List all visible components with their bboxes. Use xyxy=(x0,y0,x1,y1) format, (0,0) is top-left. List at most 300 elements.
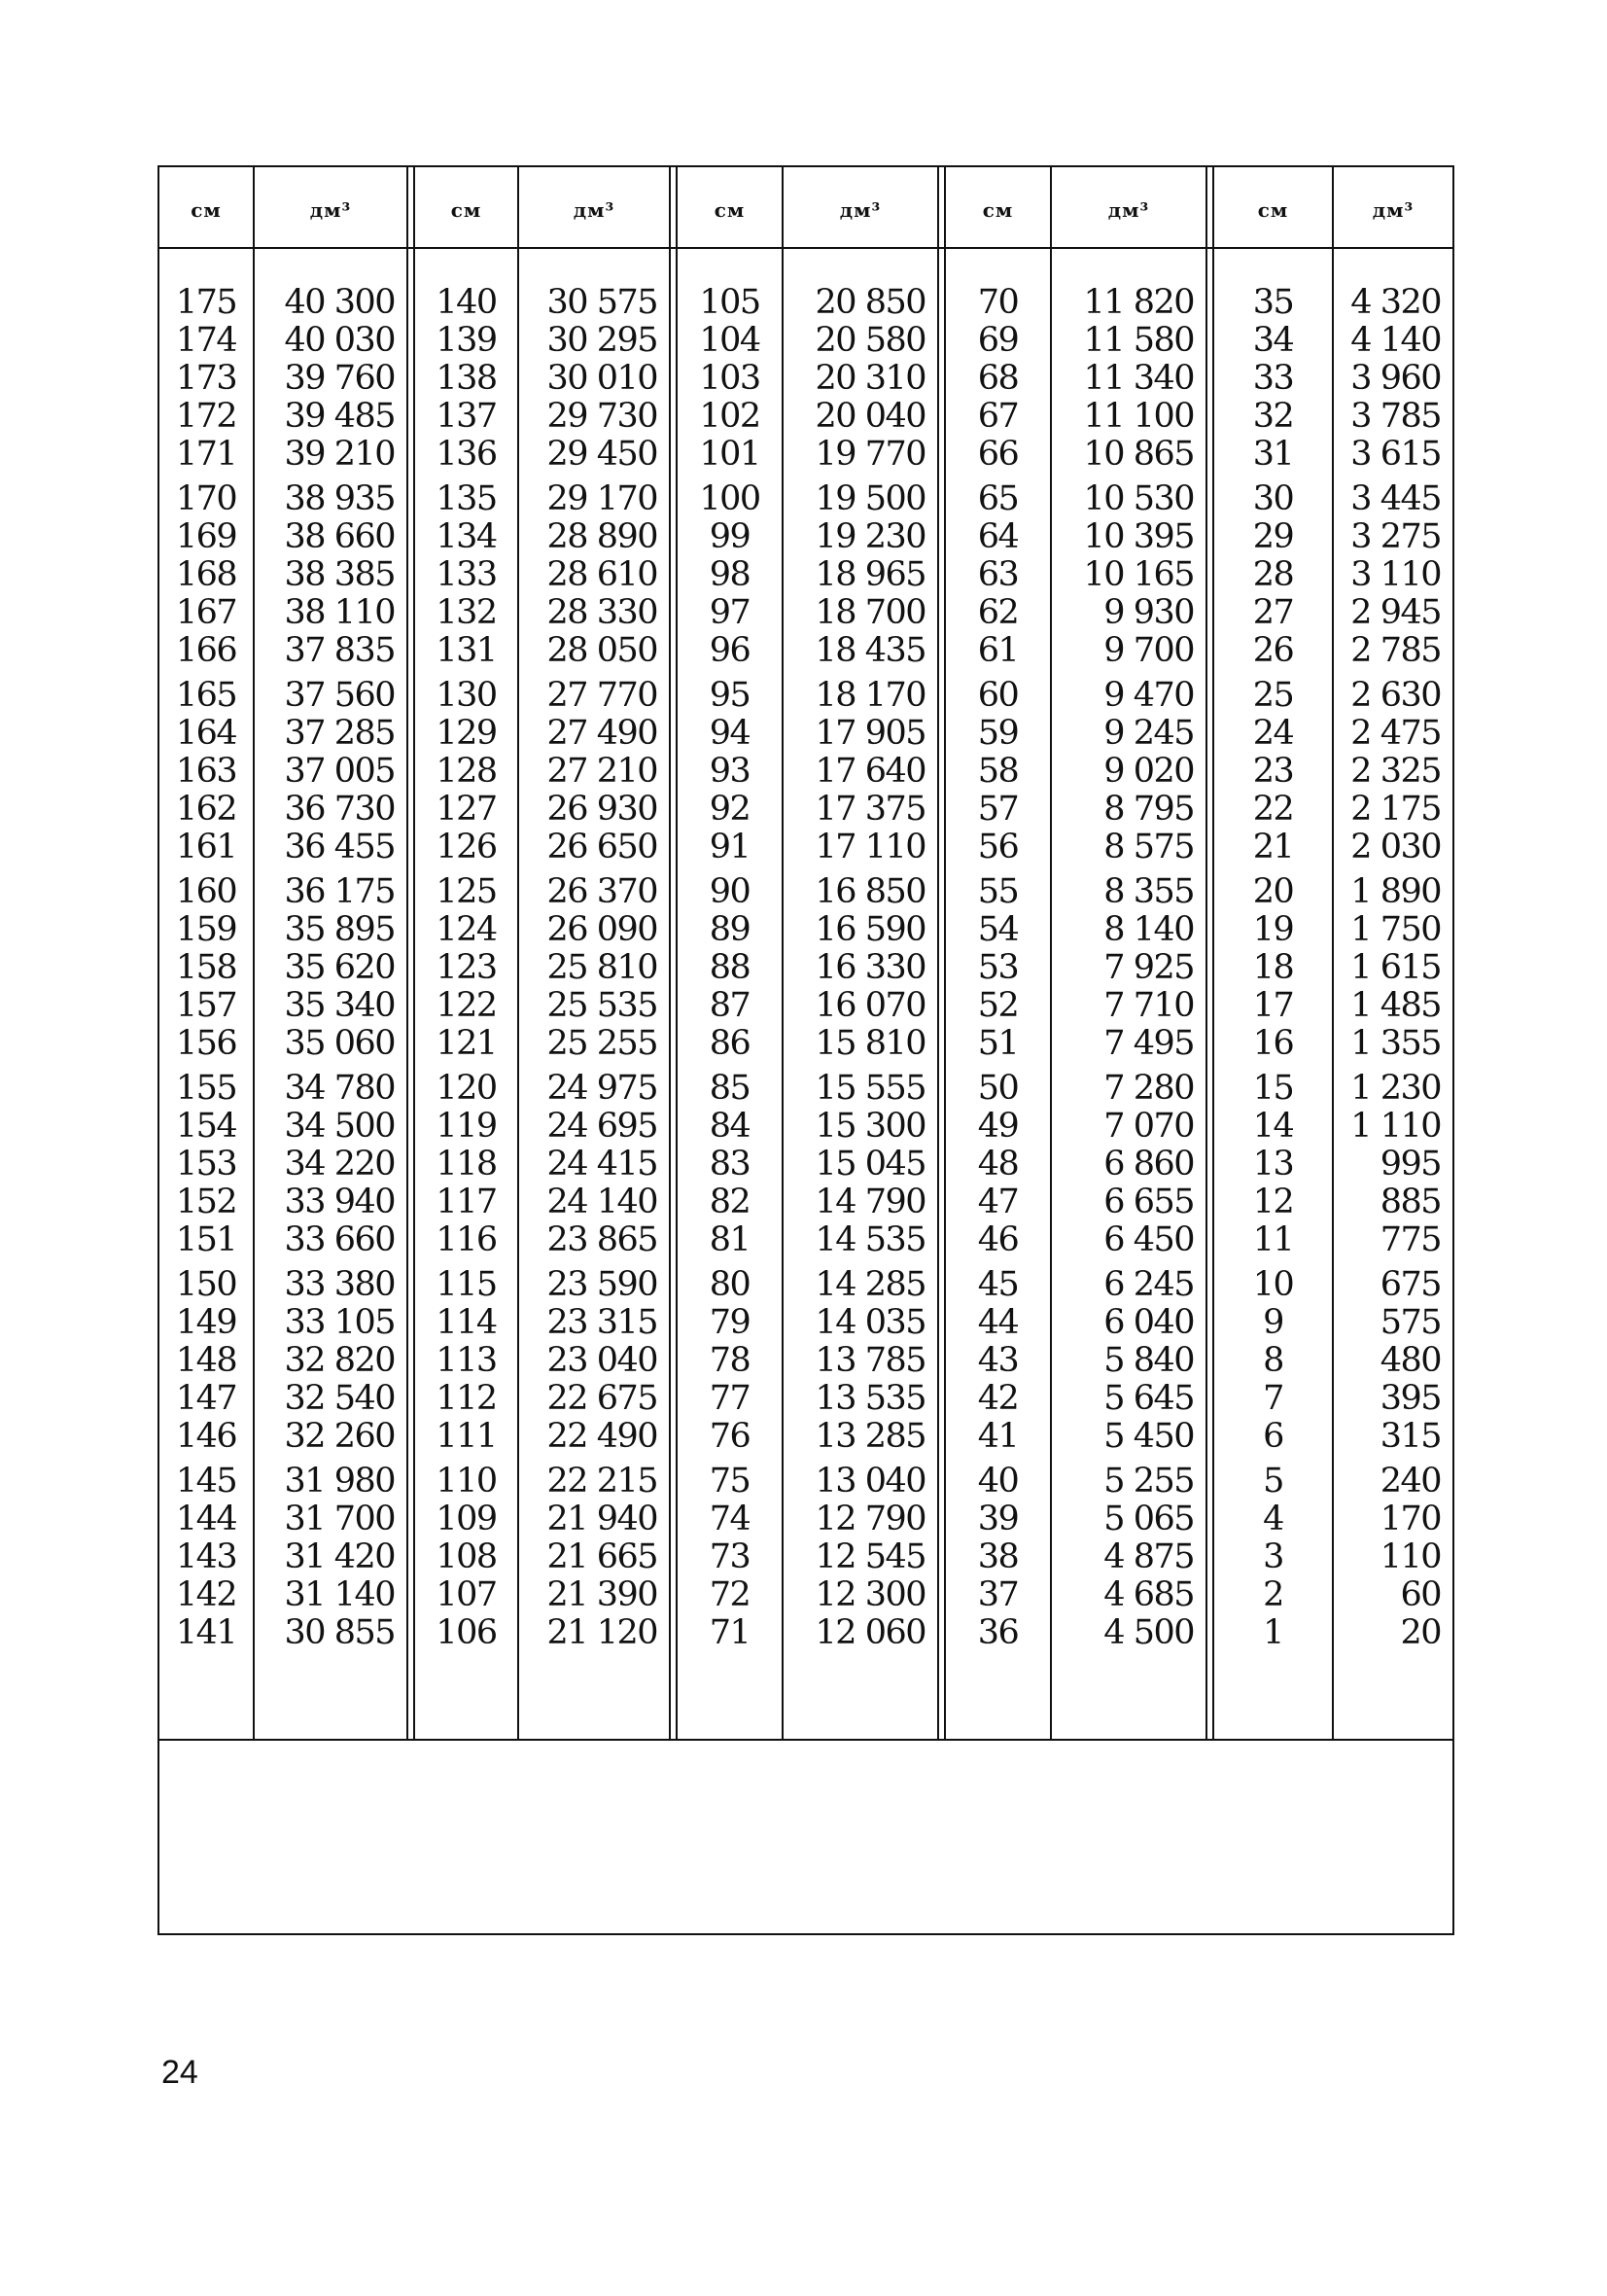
row-group xyxy=(415,1463,517,1652)
dm3-value: 24 140 xyxy=(546,1183,657,1221)
dm3-value: 17 110 xyxy=(815,828,926,866)
row-group xyxy=(946,1070,1050,1259)
cm-value: 142 xyxy=(175,1575,237,1614)
dm3-value: 7 070 xyxy=(1103,1107,1194,1146)
header-dm3: дм³ xyxy=(573,198,615,222)
dm3-value: 38 110 xyxy=(284,593,395,632)
dm3-value: 675 xyxy=(1380,1265,1441,1304)
cm-value: 99 xyxy=(709,517,751,556)
row-group xyxy=(1052,1463,1194,1652)
dm3-value: 22 490 xyxy=(546,1417,657,1456)
cm-value: 63 xyxy=(977,555,1019,594)
cm-value: 7 xyxy=(1263,1379,1283,1418)
block-divider xyxy=(406,167,415,1739)
cm-value: 16 xyxy=(1252,1024,1294,1063)
cm-value: 100 xyxy=(699,479,760,518)
cm-value: 67 xyxy=(977,397,1019,436)
cm-value: 119 xyxy=(436,1107,497,1146)
dm3-value: 12 060 xyxy=(815,1613,926,1652)
cm-value: 28 xyxy=(1252,555,1294,594)
row-group xyxy=(784,480,926,670)
cm-value: 153 xyxy=(175,1145,237,1183)
dm3-value: 23 315 xyxy=(546,1303,657,1342)
row-group xyxy=(678,284,782,474)
dm3-value: 2 475 xyxy=(1350,714,1441,753)
cm-value: 14 xyxy=(1252,1107,1294,1146)
header-divider xyxy=(159,247,1452,249)
dm3-value: 1 485 xyxy=(1350,986,1441,1025)
cm-value: 124 xyxy=(436,910,497,949)
dm3-value: 34 500 xyxy=(284,1107,395,1146)
dm3-value: 22 675 xyxy=(546,1379,657,1418)
cm-value: 161 xyxy=(175,828,237,866)
dm3-value: 23 040 xyxy=(546,1341,657,1380)
dm3-value: 31 420 xyxy=(284,1537,395,1576)
cm-value: 150 xyxy=(175,1265,237,1304)
cm-value: 89 xyxy=(709,910,751,949)
cm-value: 75 xyxy=(709,1462,751,1501)
cm-value: 19 xyxy=(1252,910,1294,949)
dm3-value: 5 065 xyxy=(1103,1500,1194,1538)
block-divider xyxy=(669,167,678,1739)
dm3-value: 2 030 xyxy=(1350,828,1441,866)
dm3-value: 10 395 xyxy=(1083,517,1194,556)
dm3-value: 27 210 xyxy=(546,752,657,791)
row-group xyxy=(159,873,253,1063)
cm-value: 56 xyxy=(977,828,1019,866)
cm-value: 15 xyxy=(1252,1069,1294,1108)
cm-value: 86 xyxy=(709,1024,751,1063)
cm-value: 140 xyxy=(436,283,497,322)
row-group xyxy=(678,480,782,670)
block-divider xyxy=(1205,167,1214,1739)
dm3-value: 28 050 xyxy=(546,631,657,670)
cm-value: 123 xyxy=(436,948,497,987)
cm-value: 145 xyxy=(175,1462,237,1501)
row-group xyxy=(519,1266,657,1456)
cm-value: 135 xyxy=(436,479,497,518)
cm-value: 132 xyxy=(436,593,497,632)
dm3-value: 4 875 xyxy=(1103,1537,1194,1576)
cm-value: 122 xyxy=(436,986,497,1025)
cm-value: 128 xyxy=(436,752,497,791)
row-group xyxy=(255,1463,395,1652)
row-group xyxy=(784,1463,926,1652)
dm3-value: 36 455 xyxy=(284,828,395,866)
dm3-value: 30 855 xyxy=(284,1613,395,1652)
row-group xyxy=(159,284,253,474)
cm-value: 83 xyxy=(709,1145,751,1183)
cm-value: 139 xyxy=(436,321,497,360)
dm3-value: 6 450 xyxy=(1103,1220,1194,1259)
cm-value: 160 xyxy=(175,872,237,911)
cm-value: 5 xyxy=(1263,1462,1283,1501)
cm-value: 3 xyxy=(1263,1537,1283,1576)
cm-value: 23 xyxy=(1252,752,1294,791)
header-cm: см xyxy=(714,198,746,222)
dm3-value: 6 860 xyxy=(1103,1145,1194,1183)
cm-value: 70 xyxy=(977,283,1019,322)
dm3-value: 13 785 xyxy=(815,1341,926,1380)
dm3-value: 6 245 xyxy=(1103,1265,1194,1304)
cm-value: 71 xyxy=(709,1613,751,1652)
row-group xyxy=(1334,284,1441,474)
dm3-value: 37 285 xyxy=(284,714,395,753)
header-dm3: дм³ xyxy=(839,198,882,222)
cm-value: 95 xyxy=(709,676,751,715)
cm-value: 127 xyxy=(436,790,497,829)
cm-value: 61 xyxy=(977,631,1019,670)
row-group xyxy=(255,480,395,670)
dm3-value: 1 750 xyxy=(1350,910,1441,949)
row-group xyxy=(1214,1070,1332,1259)
row-group xyxy=(415,480,517,670)
dm3-value: 37 005 xyxy=(284,752,395,791)
dm3-value: 21 665 xyxy=(546,1537,657,1576)
dm3-value: 18 435 xyxy=(815,631,926,670)
row-group xyxy=(946,873,1050,1063)
row-group xyxy=(519,873,657,1063)
cm-value: 20 xyxy=(1252,872,1294,911)
row-group xyxy=(519,677,657,866)
cm-value: 148 xyxy=(175,1341,237,1380)
cm-value: 4 xyxy=(1263,1500,1283,1538)
dm3-value: 29 730 xyxy=(546,397,657,436)
dm3-value: 7 280 xyxy=(1103,1069,1194,1108)
dm3-value: 14 285 xyxy=(815,1265,926,1304)
dm3-value: 28 330 xyxy=(546,593,657,632)
dm3-value: 32 260 xyxy=(284,1417,395,1456)
cm-value: 110 xyxy=(436,1462,497,1501)
row-group xyxy=(1214,480,1332,670)
dm3-value: 15 555 xyxy=(815,1069,926,1108)
dm3-value: 3 275 xyxy=(1350,517,1441,556)
row-group xyxy=(255,284,395,474)
dm3-value: 10 165 xyxy=(1083,555,1194,594)
cm-value: 108 xyxy=(436,1537,497,1576)
cm-value: 168 xyxy=(175,555,237,594)
cm-value: 85 xyxy=(709,1069,751,1108)
row-group xyxy=(784,284,926,474)
dm3-value: 7 710 xyxy=(1103,986,1194,1025)
dm3-value: 575 xyxy=(1380,1303,1441,1342)
dm3-value: 37 560 xyxy=(284,676,395,715)
cm-value: 73 xyxy=(709,1537,751,1576)
cm-value: 97 xyxy=(709,593,751,632)
dm3-value: 480 xyxy=(1380,1341,1441,1380)
dm3-value: 26 090 xyxy=(546,910,657,949)
cm-value: 155 xyxy=(175,1069,237,1108)
dm3-value: 3 960 xyxy=(1350,359,1441,398)
dm3-value: 3 785 xyxy=(1350,397,1441,436)
dm3-value: 18 170 xyxy=(815,676,926,715)
dm3-value: 17 640 xyxy=(815,752,926,791)
cm-value: 46 xyxy=(977,1220,1019,1259)
cm-value: 58 xyxy=(977,752,1019,791)
row-group xyxy=(415,873,517,1063)
dm3-value: 17 905 xyxy=(815,714,926,753)
dm3-value: 18 700 xyxy=(815,593,926,632)
row-group xyxy=(255,1070,395,1259)
row-group xyxy=(1334,677,1441,866)
cm-value: 112 xyxy=(436,1379,497,1418)
row-group xyxy=(784,677,926,866)
cm-value: 144 xyxy=(175,1500,237,1538)
dm3-value: 38 660 xyxy=(284,517,395,556)
cm-value: 163 xyxy=(175,752,237,791)
dm3-value: 1 110 xyxy=(1350,1107,1441,1146)
cm-value: 59 xyxy=(977,714,1019,753)
row-group xyxy=(1052,873,1194,1063)
cm-column xyxy=(678,284,782,1659)
row-group xyxy=(415,1070,517,1259)
dm3-value: 37 835 xyxy=(284,631,395,670)
cm-value: 106 xyxy=(436,1613,497,1652)
dm3-value: 28 610 xyxy=(546,555,657,594)
cm-value: 109 xyxy=(436,1500,497,1538)
cm-value: 149 xyxy=(175,1303,237,1342)
cm-column xyxy=(415,284,517,1659)
cm-value: 105 xyxy=(699,283,760,322)
dm3-value: 27 490 xyxy=(546,714,657,753)
cm-value: 136 xyxy=(436,435,497,474)
cm-value: 125 xyxy=(436,872,497,911)
row-group xyxy=(678,1266,782,1456)
dm3-value: 36 175 xyxy=(284,872,395,911)
dm3-value: 16 590 xyxy=(815,910,926,949)
dm3-value: 24 695 xyxy=(546,1107,657,1146)
cm-value: 29 xyxy=(1252,517,1294,556)
dm3-value: 3 615 xyxy=(1350,435,1441,474)
cm-value: 117 xyxy=(436,1183,497,1221)
volume-table xyxy=(157,165,1454,1935)
dm3-value: 12 790 xyxy=(815,1500,926,1538)
dm3-value: 23 865 xyxy=(546,1220,657,1259)
cm-value: 37 xyxy=(977,1575,1019,1614)
dm3-value: 38 935 xyxy=(284,479,395,518)
dm3-value: 5 450 xyxy=(1103,1417,1194,1456)
dm3-value: 6 040 xyxy=(1103,1303,1194,1342)
cm-value: 131 xyxy=(436,631,497,670)
cm-value: 60 xyxy=(977,676,1019,715)
dm3-value: 4 320 xyxy=(1350,283,1441,322)
cm-value: 156 xyxy=(175,1024,237,1063)
row-group xyxy=(159,480,253,670)
cm-value: 130 xyxy=(436,676,497,715)
row-group xyxy=(1052,480,1194,670)
dm3-value: 12 545 xyxy=(815,1537,926,1576)
dm3-value: 5 645 xyxy=(1103,1379,1194,1418)
cm-value: 69 xyxy=(977,321,1019,360)
row-group xyxy=(1214,1463,1332,1652)
cm-value: 170 xyxy=(175,479,237,518)
dm3-value: 240 xyxy=(1380,1462,1441,1501)
dm3-value: 35 060 xyxy=(284,1024,395,1063)
dm3-value: 20 040 xyxy=(815,397,926,436)
dm3-value: 16 070 xyxy=(815,986,926,1025)
cm-value: 151 xyxy=(175,1220,237,1259)
cm-value: 174 xyxy=(175,321,237,360)
dm3-value: 35 620 xyxy=(284,948,395,987)
dm3-value: 11 580 xyxy=(1083,321,1194,360)
dm3-value: 32 820 xyxy=(284,1341,395,1380)
cm-value: 13 xyxy=(1252,1145,1294,1183)
cm-value: 11 xyxy=(1252,1220,1294,1259)
cm-value: 42 xyxy=(977,1379,1019,1418)
dm3-value: 15 045 xyxy=(815,1145,926,1183)
cm-value: 2 xyxy=(1263,1575,1283,1614)
dm3-value: 39 485 xyxy=(284,397,395,436)
dm3-value: 8 795 xyxy=(1103,790,1194,829)
row-group xyxy=(1052,677,1194,866)
dm3-value: 34 220 xyxy=(284,1145,395,1183)
dm3-value: 40 030 xyxy=(284,321,395,360)
dm3-value: 110 xyxy=(1380,1537,1441,1576)
dm3-value: 2 785 xyxy=(1350,631,1441,670)
cm-value: 141 xyxy=(175,1613,237,1652)
dm3-value: 2 630 xyxy=(1350,676,1441,715)
cm-value: 6 xyxy=(1263,1417,1283,1456)
header-dm3: дм³ xyxy=(1372,198,1415,222)
dm3-value: 25 535 xyxy=(546,986,657,1025)
cm-value: 115 xyxy=(436,1265,497,1304)
dm3-value: 20 580 xyxy=(815,321,926,360)
dm3-value: 10 530 xyxy=(1083,479,1194,518)
cm-value: 88 xyxy=(709,948,751,987)
cm-value: 114 xyxy=(436,1303,497,1342)
dm3-value: 29 450 xyxy=(546,435,657,474)
cm-value: 93 xyxy=(709,752,751,791)
cm-value: 66 xyxy=(977,435,1019,474)
dm3-value: 395 xyxy=(1380,1379,1441,1418)
row-group xyxy=(519,1463,657,1652)
dm3-column xyxy=(255,284,395,1659)
row-group xyxy=(415,1266,517,1456)
cm-value: 166 xyxy=(175,631,237,670)
row-group xyxy=(519,1070,657,1259)
cm-value: 111 xyxy=(436,1417,497,1456)
cm-value: 54 xyxy=(977,910,1019,949)
dm3-value: 38 385 xyxy=(284,555,395,594)
dm3-value: 995 xyxy=(1380,1145,1441,1183)
dm3-value: 20 xyxy=(1400,1613,1441,1652)
dm3-value: 8 575 xyxy=(1103,828,1194,866)
row-group xyxy=(1214,284,1332,474)
cm-value: 40 xyxy=(977,1462,1019,1501)
cm-value: 129 xyxy=(436,714,497,753)
cm-value: 158 xyxy=(175,948,237,987)
dm3-value: 21 940 xyxy=(546,1500,657,1538)
dm3-value: 775 xyxy=(1380,1220,1441,1259)
row-group xyxy=(946,284,1050,474)
row-group xyxy=(784,873,926,1063)
cm-value: 103 xyxy=(699,359,760,398)
cm-value: 138 xyxy=(436,359,497,398)
dm3-value: 35 340 xyxy=(284,986,395,1025)
cm-value: 171 xyxy=(175,435,237,474)
row-group xyxy=(784,1070,926,1259)
cm-value: 57 xyxy=(977,790,1019,829)
dm3-value: 33 660 xyxy=(284,1220,395,1259)
dm3-value: 885 xyxy=(1380,1183,1441,1221)
dm3-value: 33 940 xyxy=(284,1183,395,1221)
cm-value: 101 xyxy=(699,435,760,474)
row-group xyxy=(159,1070,253,1259)
cm-value: 35 xyxy=(1252,283,1294,322)
dm3-value: 32 540 xyxy=(284,1379,395,1418)
cm-value: 65 xyxy=(977,479,1019,518)
dm3-value: 20 850 xyxy=(815,283,926,322)
row-group xyxy=(1052,1266,1194,1456)
cm-value: 167 xyxy=(175,593,237,632)
row-group xyxy=(1214,1266,1332,1456)
dm3-value: 4 685 xyxy=(1103,1575,1194,1614)
dm3-value: 11 820 xyxy=(1083,283,1194,322)
cm-value: 134 xyxy=(436,517,497,556)
header-dm3: дм³ xyxy=(309,198,352,222)
row-group xyxy=(1334,1070,1441,1259)
row-group xyxy=(519,480,657,670)
cm-value: 164 xyxy=(175,714,237,753)
cm-value: 32 xyxy=(1252,397,1294,436)
row-group xyxy=(159,1463,253,1652)
dm3-value: 315 xyxy=(1380,1417,1441,1456)
row-group xyxy=(946,1266,1050,1456)
cm-value: 126 xyxy=(436,828,497,866)
cm-value: 152 xyxy=(175,1183,237,1221)
dm3-value: 18 965 xyxy=(815,555,926,594)
dm3-value: 40 300 xyxy=(284,283,395,322)
dm3-value: 2 325 xyxy=(1350,752,1441,791)
cm-value: 74 xyxy=(709,1500,751,1538)
cm-value: 77 xyxy=(709,1379,751,1418)
dm3-value: 36 730 xyxy=(284,790,395,829)
row-group xyxy=(946,677,1050,866)
dm3-value: 9 930 xyxy=(1103,593,1194,632)
cm-value: 48 xyxy=(977,1145,1019,1183)
row-group xyxy=(1334,873,1441,1063)
cm-value: 172 xyxy=(175,397,237,436)
cm-value: 98 xyxy=(709,555,751,594)
dm3-column xyxy=(1052,284,1194,1659)
dm3-value: 13 535 xyxy=(815,1379,926,1418)
cm-value: 64 xyxy=(977,517,1019,556)
dm3-value: 35 895 xyxy=(284,910,395,949)
cm-value: 173 xyxy=(175,359,237,398)
row-group xyxy=(415,284,517,474)
cm-value: 165 xyxy=(175,676,237,715)
cm-value: 21 xyxy=(1252,828,1294,866)
cm-value: 94 xyxy=(709,714,751,753)
dm3-value: 9 700 xyxy=(1103,631,1194,670)
dm3-value: 33 380 xyxy=(284,1265,395,1304)
cm-value: 159 xyxy=(175,910,237,949)
cm-value: 175 xyxy=(175,283,237,322)
cm-value: 169 xyxy=(175,517,237,556)
row-group xyxy=(678,1070,782,1259)
dm3-value: 7 925 xyxy=(1103,948,1194,987)
dm3-value: 29 170 xyxy=(546,479,657,518)
cm-column xyxy=(159,284,253,1659)
cm-value: 18 xyxy=(1252,948,1294,987)
cm-value: 81 xyxy=(709,1220,751,1259)
row-group xyxy=(519,284,657,474)
dm3-value: 15 810 xyxy=(815,1024,926,1063)
header-cm: см xyxy=(191,198,222,222)
cm-value: 45 xyxy=(977,1265,1019,1304)
dm3-value: 14 790 xyxy=(815,1183,926,1221)
dm3-value: 14 035 xyxy=(815,1303,926,1342)
